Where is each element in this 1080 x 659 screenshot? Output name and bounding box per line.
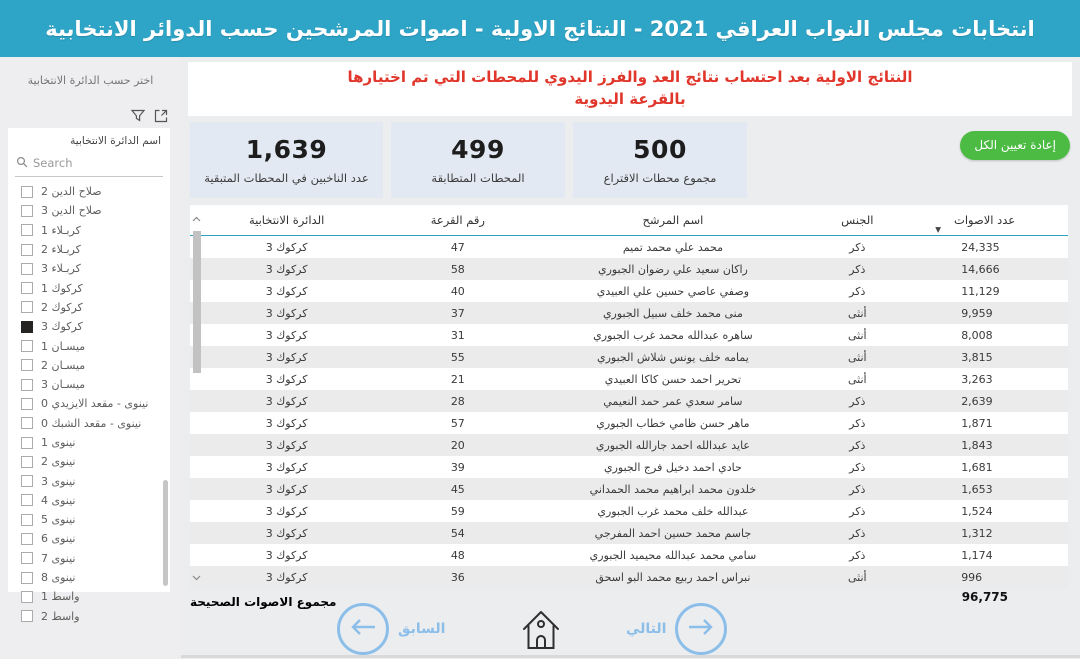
- search-icon: [16, 153, 28, 172]
- district-option[interactable]: [21, 414, 170, 433]
- cell-district: كركوك 3: [265, 570, 308, 584]
- cell-district: كركوك 3: [265, 372, 308, 386]
- cell-district: كركوك 3: [265, 284, 308, 298]
- cell-gender: ذكر: [849, 460, 866, 474]
- table-body: [190, 236, 1068, 588]
- cell-district: كركوك 3: [265, 262, 308, 276]
- district-checkbox[interactable]: [21, 205, 33, 217]
- district-label: ميسـان 1: [41, 339, 86, 353]
- cell-gender: ذكر: [849, 438, 866, 452]
- previous-page-label[interactable]: السابق: [398, 621, 446, 637]
- cell-name: حادي احمد دخيل فرج الجبوري: [603, 460, 742, 474]
- district-label: نينوى 7: [41, 551, 76, 565]
- table-header-row: [190, 205, 1068, 236]
- district-label: صلاح الدين 2: [41, 185, 102, 199]
- cell-gender: ذكر: [849, 482, 866, 496]
- stat-value: 500: [633, 135, 687, 164]
- district-option[interactable]: [21, 433, 170, 452]
- cell-lottery: 37: [450, 306, 465, 320]
- district-option[interactable]: [21, 240, 170, 259]
- cell-lottery: 21: [450, 372, 465, 386]
- cell-votes: 1,681: [961, 460, 993, 474]
- cell-votes: 1,174: [961, 548, 993, 562]
- cell-gender: ذكر: [849, 394, 866, 408]
- cell-name: جاسم محمد حسين احمد المفرجي: [594, 526, 752, 540]
- cell-name: منى محمد خلف سبيل الجبوري: [602, 306, 743, 320]
- cell-name: عايد عبدالله احمد جارالله الجبوري: [595, 438, 750, 452]
- district-checkbox[interactable]: [21, 379, 33, 391]
- cell-votes: 996: [961, 570, 983, 584]
- cell-district: كركوك 3: [265, 350, 308, 364]
- cell-votes: 1,524: [961, 504, 993, 518]
- district-checkbox[interactable]: [21, 456, 33, 468]
- district-label: كربـلاء 1: [41, 223, 81, 237]
- district-option[interactable]: [21, 317, 170, 336]
- district-option[interactable]: [21, 607, 170, 626]
- arrow-right-icon: [686, 617, 716, 641]
- district-option[interactable]: [21, 587, 170, 606]
- table-row[interactable]: [190, 390, 1068, 412]
- district-label: صلاح الدين 3: [41, 204, 102, 218]
- district-label: نينوى 5: [41, 513, 76, 527]
- cell-district: كركوك 3: [265, 240, 308, 254]
- district-checkbox[interactable]: [21, 475, 33, 487]
- cell-votes: 3,815: [961, 350, 993, 364]
- sort-descending-icon: ▼: [935, 225, 941, 234]
- cell-gender: ذكر: [849, 284, 866, 298]
- table-row[interactable]: [190, 522, 1068, 544]
- district-option[interactable]: [21, 510, 170, 529]
- district-label: نينوى 3: [41, 474, 76, 488]
- district-checkbox[interactable]: [21, 572, 33, 584]
- cell-name: سامر سعدي عمر حمد النعيمي: [603, 394, 743, 408]
- slicer-header: اسم الدائرة الانتخابية: [70, 135, 161, 147]
- cell-gender: ذكر: [849, 240, 866, 254]
- table-row[interactable]: [190, 412, 1068, 434]
- district-option[interactable]: [21, 452, 170, 471]
- district-checkbox[interactable]: [21, 514, 33, 526]
- slicer-scrollbar-thumb[interactable]: [163, 480, 168, 586]
- cell-name: خلدون محمد ابراهيم محمد الحمداني: [589, 482, 757, 496]
- district-option[interactable]: [21, 549, 170, 568]
- district-label: نينوى 2: [41, 455, 76, 469]
- table-row[interactable]: [190, 346, 1068, 368]
- district-option[interactable]: [21, 471, 170, 490]
- column-header-label: اسم المرشح: [642, 213, 704, 227]
- district-checkbox[interactable]: [21, 263, 33, 275]
- cell-lottery: 36: [450, 570, 465, 584]
- total-votes-label: مجموع الاصوات الصحيحة: [190, 595, 337, 609]
- cell-name: ماهر حسن ظامي خطاب الجبوري: [596, 416, 750, 430]
- district-checkbox[interactable]: [21, 417, 33, 429]
- district-option[interactable]: [21, 394, 170, 413]
- cell-gender: ذكر: [849, 548, 866, 562]
- table-scrollbar[interactable]: [190, 205, 203, 586]
- district-checkbox[interactable]: [21, 359, 33, 371]
- cell-gender: ذكر: [849, 504, 866, 518]
- stat-label: عدد الناخبين في المحطات المتبقية: [204, 171, 369, 185]
- page-title: انتخابات مجلس النواب العراقي 2021 - النتائج الاولية - اصوات المرشحين حسب الدوائر الانتخابية: [45, 16, 1035, 41]
- column-header-lottery[interactable]: [383, 205, 532, 235]
- cell-district: كركوك 3: [265, 460, 308, 474]
- cell-lottery: 57: [450, 416, 465, 430]
- previous-page-button[interactable]: [337, 603, 389, 655]
- cell-name: راكان سعيد علي رضوان الجبوري: [597, 262, 748, 276]
- cell-lottery: 31: [450, 328, 465, 342]
- column-header-label: الجنس: [841, 213, 874, 227]
- district-checkbox[interactable]: [21, 244, 33, 256]
- cell-name: محمد علي محمد تميم: [622, 240, 723, 254]
- district-option[interactable]: [21, 491, 170, 510]
- cell-district: كركوك 3: [265, 482, 308, 496]
- district-option[interactable]: [21, 529, 170, 548]
- table-row[interactable]: [190, 236, 1068, 258]
- column-header-votes[interactable]: [901, 205, 1068, 235]
- reset-all-button[interactable]: إعادة تعيين الكل: [960, 131, 1070, 160]
- table-row[interactable]: [190, 368, 1068, 390]
- cell-district: كركوك 3: [265, 548, 308, 562]
- table-scrollbar-thumb[interactable]: [193, 231, 201, 373]
- cell-lottery: 20: [450, 438, 465, 452]
- cell-lottery: 54: [450, 526, 465, 540]
- district-checkbox[interactable]: [21, 610, 33, 622]
- cell-lottery: 58: [450, 262, 465, 276]
- home-button[interactable]: [519, 607, 563, 657]
- cell-votes: 8,008: [961, 328, 993, 342]
- cell-name: وصفي عاصي حسين علي العبيدي: [596, 284, 750, 298]
- cell-gender: ذكر: [849, 262, 866, 276]
- cell-lottery: 47: [450, 240, 465, 254]
- district-label: كركوك 1: [41, 281, 83, 295]
- district-label: نينوى 4: [41, 493, 76, 507]
- stats-row: [190, 122, 747, 198]
- district-option[interactable]: [21, 356, 170, 375]
- bottom-divider: [181, 655, 1080, 658]
- cell-gender: أنثى: [847, 372, 867, 386]
- district-checkbox[interactable]: [21, 340, 33, 352]
- stat-card-matching-stations: [391, 122, 565, 198]
- district-label: ميسـان 3: [41, 378, 86, 392]
- district-option[interactable]: [21, 259, 170, 278]
- cell-votes: 1,312: [961, 526, 993, 540]
- cell-name: تحرير احمد حسن كاكا العبيدي: [604, 372, 742, 386]
- district-label: واسط 1: [41, 590, 80, 604]
- search-placeholder: Search: [33, 155, 73, 170]
- district-option[interactable]: [21, 278, 170, 297]
- stat-card-total-stations: [573, 122, 747, 198]
- district-checkbox[interactable]: [21, 552, 33, 564]
- table-row[interactable]: [190, 280, 1068, 302]
- subtitle-card: [188, 62, 1072, 116]
- column-header-gender[interactable]: [813, 205, 901, 235]
- district-checkbox[interactable]: [21, 224, 33, 236]
- district-option[interactable]: [21, 336, 170, 355]
- district-slicer: [8, 128, 170, 623]
- district-label: ميسـان 2: [41, 358, 86, 372]
- sidebar: [0, 57, 181, 658]
- stat-value: 499: [451, 135, 505, 164]
- district-option[interactable]: [21, 221, 170, 240]
- main-content: [181, 57, 1080, 658]
- results-table: [190, 205, 1068, 588]
- district-label: كربـلاء 3: [41, 262, 81, 276]
- app-header: [0, 0, 1080, 57]
- district-checkbox[interactable]: [21, 321, 33, 333]
- focus-mode-icon[interactable]: [154, 109, 168, 123]
- cell-name: ساهره عبدالله محمد غرب الجبوري: [593, 328, 753, 342]
- cell-district: كركوك 3: [265, 306, 308, 320]
- cell-votes: 1,871: [961, 416, 993, 430]
- district-checkbox[interactable]: [21, 398, 33, 410]
- cell-votes: 11,129: [961, 284, 1000, 298]
- subtitle-text: النتائج الاولية بعد احتساب نتائج العد والفرز اليدوي للمحطات التي تم اختيارها بالقرعة اليدوية: [347, 68, 913, 108]
- table-row[interactable]: [190, 302, 1068, 324]
- cell-district: كركوك 3: [265, 328, 308, 342]
- search-box[interactable]: [15, 150, 163, 177]
- column-header-district[interactable]: [190, 205, 383, 235]
- cell-name: نبراس احمد ربيع محمد البو اسحق: [595, 570, 751, 584]
- scroll-down-icon[interactable]: [192, 566, 201, 585]
- district-option[interactable]: [21, 568, 170, 587]
- cell-votes: 2,639: [961, 394, 993, 408]
- district-list: [8, 185, 170, 623]
- table-row[interactable]: [190, 324, 1068, 346]
- sidebar-title: اختر حسب الدائرة الانتخابية: [27, 74, 154, 87]
- district-label: نينوى - مقعد الشبك 0: [41, 416, 142, 430]
- district-label: نينوى - مقعد الايزيدي 0: [41, 397, 149, 411]
- district-checkbox[interactable]: [21, 186, 33, 198]
- district-option[interactable]: [21, 298, 170, 317]
- district-label: كربـلاء 2: [41, 243, 81, 257]
- district-label: واسط 2: [41, 609, 80, 623]
- cell-gender: أنثى: [847, 306, 867, 320]
- district-label: نينوى 6: [41, 532, 76, 546]
- next-page-button[interactable]: [675, 603, 727, 655]
- cell-district: كركوك 3: [265, 394, 308, 408]
- table-row[interactable]: [190, 456, 1068, 478]
- cell-gender: أنثى: [847, 570, 867, 584]
- table-row[interactable]: [190, 434, 1068, 456]
- cell-district: كركوك 3: [265, 416, 308, 430]
- cell-votes: 14,666: [961, 262, 1000, 276]
- cell-district: كركوك 3: [265, 438, 308, 452]
- column-header-label: رقم القرعة: [430, 213, 485, 227]
- district-option[interactable]: [21, 375, 170, 394]
- cell-votes: 24,335: [961, 240, 1000, 254]
- cell-lottery: 45: [450, 482, 465, 496]
- table-row[interactable]: [190, 258, 1068, 280]
- cell-votes: 1,653: [961, 482, 993, 496]
- cell-district: كركوك 3: [265, 526, 308, 540]
- cell-name: عبدالله خلف محمد غرب الجبوري: [597, 504, 749, 518]
- column-header-candidate[interactable]: [532, 205, 813, 235]
- cell-gender: ذكر: [849, 416, 866, 430]
- next-page-label[interactable]: التالي: [626, 621, 667, 637]
- cell-lottery: 48: [450, 548, 465, 562]
- column-header-label: الدائرة الانتخابية: [248, 213, 325, 227]
- district-option[interactable]: [21, 201, 170, 220]
- cell-lottery: 39: [450, 460, 465, 474]
- cell-district: كركوك 3: [265, 504, 308, 518]
- district-checkbox[interactable]: [21, 494, 33, 506]
- table-row[interactable]: [190, 478, 1068, 500]
- cell-name: سامي محمد عبدالله محيميد الجبوري: [589, 548, 757, 562]
- stat-card-remaining-voters: [190, 122, 383, 198]
- cell-votes: 3,263: [961, 372, 993, 386]
- cell-gender: أنثى: [847, 350, 867, 364]
- arrow-left-icon: [348, 617, 378, 641]
- district-label: كركوك 2: [41, 300, 83, 314]
- district-checkbox[interactable]: [21, 282, 33, 294]
- district-label: كركوك 3: [41, 320, 83, 334]
- cell-gender: أنثى: [847, 328, 867, 342]
- district-checkbox[interactable]: [21, 437, 33, 449]
- cell-votes: 9,959: [961, 306, 993, 320]
- cell-lottery: 59: [450, 504, 465, 518]
- stat-label: المحطات المتطابقة: [431, 171, 525, 185]
- district-checkbox[interactable]: [21, 591, 33, 603]
- filter-icon[interactable]: [131, 109, 145, 123]
- district-checkbox[interactable]: [21, 533, 33, 545]
- scroll-up-icon[interactable]: [192, 207, 201, 226]
- table-row[interactable]: [190, 566, 1068, 588]
- cell-lottery: 40: [450, 284, 465, 298]
- page-navigation: [181, 603, 1080, 659]
- district-checkbox[interactable]: [21, 301, 33, 313]
- cell-votes: 1,843: [961, 438, 993, 452]
- stat-label: مجموع محطات الاقتراع: [603, 171, 717, 185]
- cell-lottery: 28: [450, 394, 465, 408]
- district-label: نينوى 1: [41, 436, 76, 449]
- cell-lottery: 55: [450, 350, 465, 364]
- table-row[interactable]: [190, 544, 1068, 566]
- stat-value: 1,639: [245, 135, 328, 164]
- district-label: نينوى 8: [41, 571, 76, 585]
- district-option[interactable]: [21, 182, 170, 201]
- column-header-label: عدد الاصوات: [954, 213, 1016, 227]
- cell-gender: ذكر: [849, 526, 866, 540]
- cell-name: يمامه خلف يونس شلاش الجبوري: [596, 350, 749, 364]
- table-row[interactable]: [190, 500, 1068, 522]
- total-votes-value: 96,775: [961, 590, 1008, 604]
